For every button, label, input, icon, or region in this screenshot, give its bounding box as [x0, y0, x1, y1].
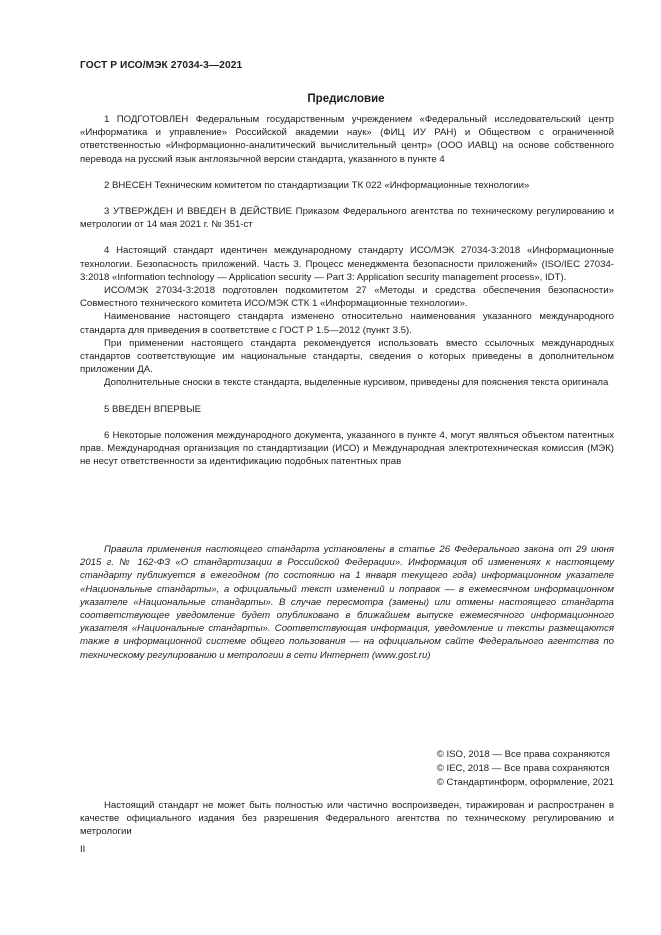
- paragraph-identical: 4 Настоящий стандарт идентичен международному стандарту ИСО/МЭК 27034-3:2018 «Информационные технологии. Безопасность приложений. Часть 3. Процесс менеджмента безопасности приложений» (ISO/IEC 27034-3:2018 «Information technology — Application security — Part 3: Application security management process», IDT).: [80, 245, 614, 283]
- paragraph-name-changed: Наименование настоящего стандарта изменено относительно наименования указанного международного стандарта для приведения в соответствие с ГОСТ Р 1.5—2012 (пункт 3.5).: [80, 311, 614, 336]
- page-number: II: [80, 844, 86, 855]
- application-rules-notice: [80, 543, 614, 662]
- paragraph-national-standards: При применении настоящего стандарта рекомендуется использовать вместо ссылочных международных стандартов соответствующие им национальные стандарты, сведения о которых приведены в дополнительном приложении ДА.: [80, 337, 614, 376]
- copyright-block: [437, 748, 614, 790]
- copyright-iec: © IEC, 2018 — Все права сохраняются: [436, 763, 610, 774]
- copyright-standartinform: © Стандартинформ, оформление, 2021: [436, 777, 614, 788]
- paragraph-footnotes: Дополнительные сноски в тексте стандарта, выделенные курсивом, приведены для пояснения текста оригинала: [104, 377, 609, 389]
- paragraph-prepared: 1 ПОДГОТОВЛЕН Федеральным государственным учреждением «Федеральный исследовательский центр «Информатика и управление» Российской академии наук» (ФИЦ ИУ РАН) и Обществом с ограниченной ответственностью «Информационно-аналитический вычислительный центр» (ООО ИАВЦ) на основе собственного перевода на русский язык англоязычной версии стандарта, указанного в пункте 4: [80, 114, 614, 165]
- paragraph-first-introduced: 5 ВВЕДЕН ВПЕРВЫЕ: [104, 403, 202, 415]
- notice-text: Правила применения настоящего стандарта установлены в статье 26 Федерального закона от 29 июня 2015 г. № 162-ФЗ «О стандартизации в Российской Федерации». Информация об изменениях к настоящему стандарту публикуется в ежегодном (по состоянию на 1 января текущего года) информационном указателе «Национальные стандарты», а официальный текст изменений и поправок — в ежемесячном информационном указателе «Национальные стандарты». В случае пересмотра (замены) или отмены настоящего стандарта соответствующее уведомление будет опубликовано в ближайшем выпуске ежемесячного информационного указателя «Национальные стандарты». Соответствующая информация, уведомление и тексты размещаются также в информационной системе общего пользования — на официальном сайте Федерального агентства по техническому регулированию и метрологии в сети Интернет (www.gost.ru): [80, 544, 614, 661]
- paragraph-patent-rights: 6 Некоторые положения международного документа, указанного в пункте 4, могут являться объектом патентных прав. Международная организация по стандартизации (ИСО) и Международная электротехническая комиссия (МЭК) не несут ответственности за идентификацию подобных патентных прав: [80, 429, 614, 468]
- reproduction-text: Настоящий стандарт не может быть полностью или частично воспроизведен, тиражирован и распространен в качестве официального издания без разрешения Федерального агентства по техническому регулированию и метрологии: [80, 800, 614, 838]
- paragraph-prepared-by-subcommittee: ИСО/МЭК 27034-3:2018 подготовлен подкомитетом 27 «Методы и средства обеспечения безопасности» Совместного технического комитета ИСО/МЭК СТК 1 «Информационные технологии».: [80, 285, 614, 310]
- page-title: Предисловие: [307, 93, 385, 105]
- foreword-body: [80, 113, 614, 468]
- paragraph-introduced: 2 ВНЕСЕН Техническим комитетом по стандартизации ТК 022 «Информационные технологии»: [104, 179, 530, 191]
- copyright-iso: © ISO, 2018 — Все права сохраняются: [436, 749, 610, 760]
- reproduction-notice: [80, 799, 614, 839]
- standard-designation: ГОСТ Р ИСО/МЭК 27034-3—2021: [80, 60, 243, 71]
- paragraph-approved: 3 УТВЕРЖДЕН И ВВЕДЕН В ДЕЙСТВИЕ Приказом Федерального агентства по техническому регулированию и метрологии от 14 мая 2021 г. № 351-ст: [80, 206, 614, 231]
